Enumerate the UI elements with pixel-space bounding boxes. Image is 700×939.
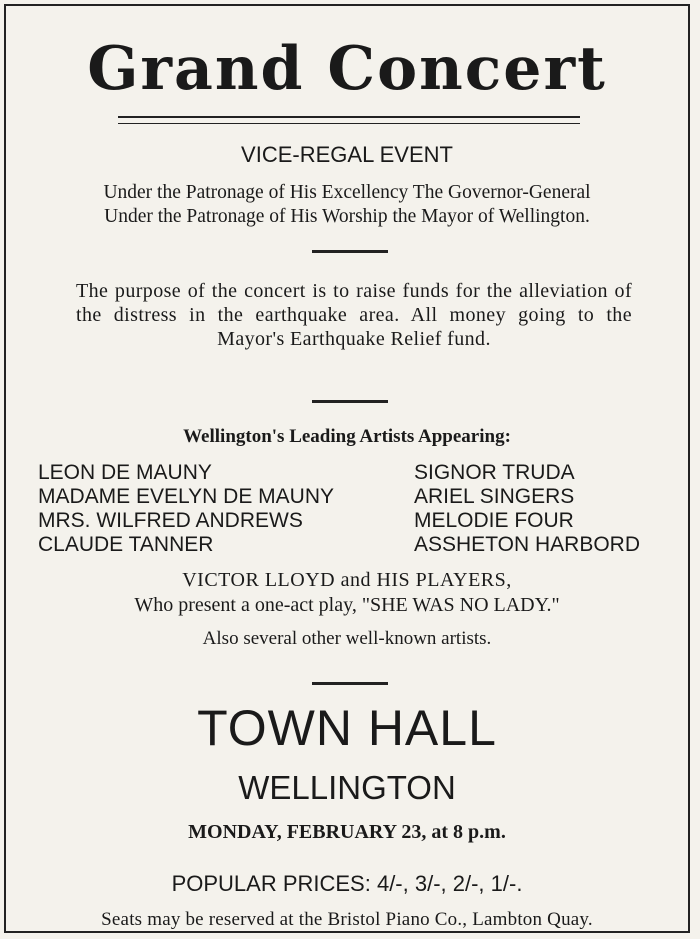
artists-heading: Wellington's Leading Artists Appearing: [183, 426, 511, 447]
patronage-mayor: Under the Patronage of His Worship the Mayor of Wellington. [104, 206, 590, 227]
play-line: Who present a one-act play, "SHE WAS NO LADY." [134, 594, 560, 616]
artist-name: MELODIE FOUR [414, 509, 574, 532]
city: WELLINGTON [238, 769, 456, 806]
artist-name: SIGNOR TRUDA [414, 461, 575, 484]
event-date: MONDAY, FEBRUARY 23, at 8 p.m. [188, 821, 506, 843]
artist-name: MRS. WILFRED ANDREWS [38, 509, 303, 532]
prices: POPULAR PRICES: 4/-, 3/-, 2/-, 1/-. [171, 871, 523, 896]
artist-name: ASSHETON HARBORD [414, 533, 640, 556]
purpose-paragraph: The purpose of the concert is to raise funds for the alleviation of the distress in the earthquake area. All money going to the Mayor's Earthquake Relief fund. [76, 280, 632, 350]
divider [312, 682, 388, 685]
artists-right-column [414, 461, 640, 557]
artist-name: MADAME EVELYN DE MAUNY [38, 485, 334, 508]
venue: TOWN HALL [197, 700, 497, 756]
artist-name: CLAUDE TANNER [38, 533, 214, 556]
divider [312, 250, 388, 253]
title-rule [118, 116, 580, 124]
artist-name: LEON DE MAUNY [38, 461, 212, 484]
artist-name: ARIEL SINGERS [414, 485, 575, 508]
page-title: Grand Concert [87, 34, 607, 104]
advertisement-page [4, 4, 690, 933]
subheading: VICE-REGAL EVENT [241, 142, 453, 167]
players-line: VICTOR LLOYD and HIS PLAYERS, [182, 569, 512, 591]
divider [312, 400, 388, 403]
also-line: Also several other well-known artists. [202, 628, 492, 649]
patronage-governor: Under the Patronage of His Excellency The Governor-General [103, 182, 591, 203]
artists-left-column [38, 461, 334, 557]
booking-info: Seats may be reserved at the Bristol Piano Co., Lambton Quay. [101, 909, 593, 930]
